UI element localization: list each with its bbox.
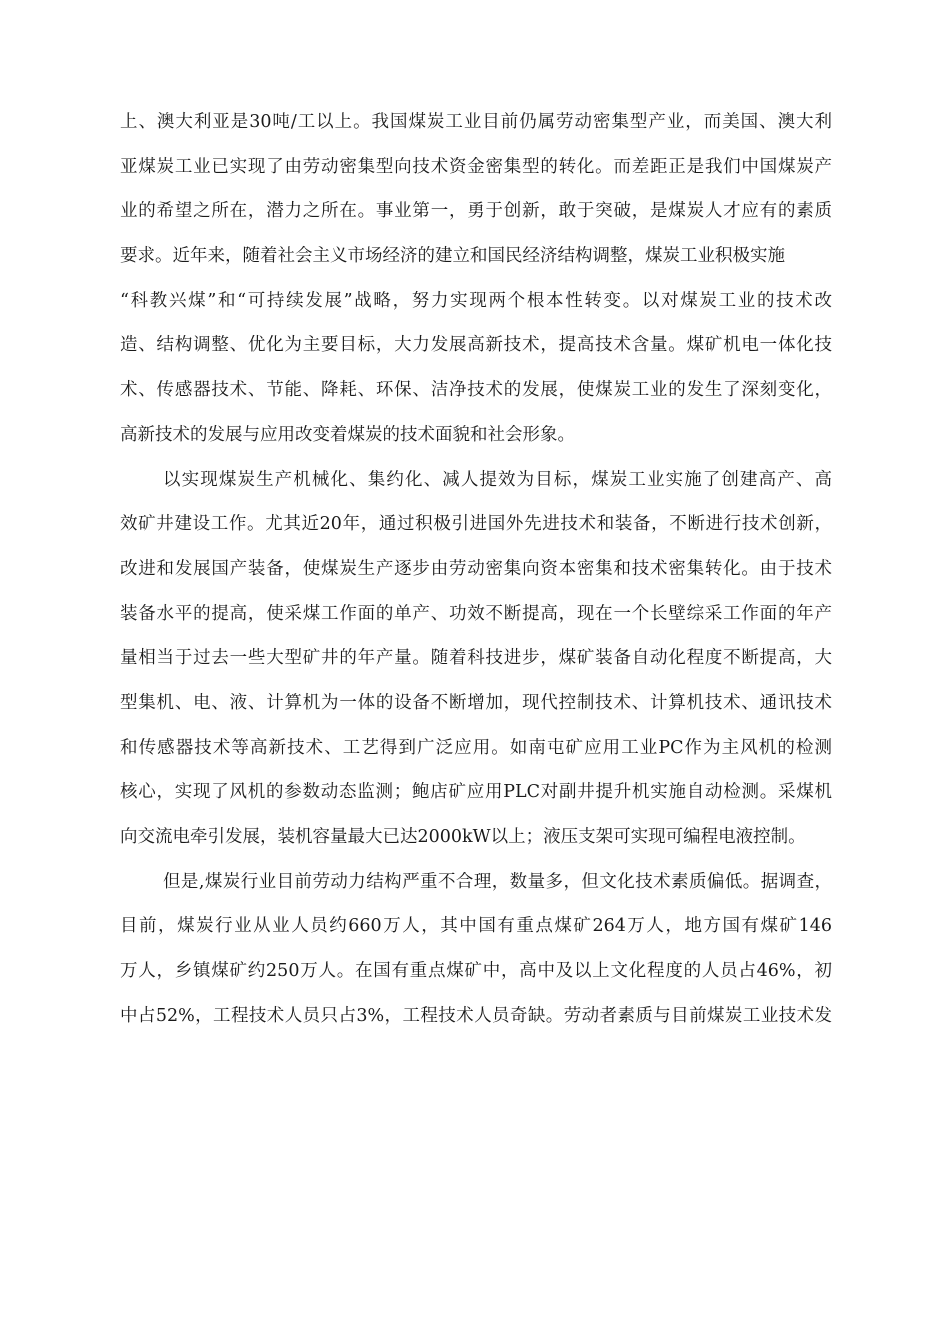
document-body	[120, 100, 832, 1038]
text-line: “科教兴煤”和“可持续发展”战略，努力实现两个根本性转变。以对煤炭工业的技术改	[120, 290, 832, 311]
text-line: 量相当于过去一些大型矿井的年产量。随着科技进步，煤矿装备自动化程度不断提高，大	[120, 648, 832, 669]
text-line: 目前，煤炭行业从业人员约660万人，其中国有重点煤矿264万人，地方国有煤矿146	[120, 916, 832, 937]
text-line: 型集机、电、液、计算机为一体的设备不断增加，现代控制技术、计算机技术、通讯技术	[120, 692, 832, 713]
text-line: 亚煤炭工业已实现了由劳动密集型向技术资金密集型的转化。而差距正是我们中国煤炭产	[120, 156, 832, 177]
text-line: 但是,煤炭行业目前劳动力结构严重不合理，数量多，但文化技术素质偏低。据调查，	[163, 871, 832, 892]
text-line: 改进和发展国产装备，使煤炭生产逐步由劳动密集向资本密集和技术密集转化。由于技术	[120, 558, 832, 579]
text-line: 术、传感器技术、节能、降耗、环保、洁净技术的发展，使煤炭工业的发生了深刻变化，	[120, 380, 832, 401]
text-line: 上、澳大利亚是30吨/工以上。我国煤炭工业目前仍属劳动密集型产业，而美国、澳大利	[120, 112, 832, 132]
text-line: 万人，乡镇煤矿约250万人。在国有重点煤矿中，高中及以上文化程度的人员占46%，初	[120, 961, 832, 982]
text-line: 造、结构调整、优化为主要目标，大力发展高新技术，提高技术含量。煤矿机电一体化技	[120, 335, 832, 356]
paragraph-1	[120, 100, 832, 458]
text-line: 以实现煤炭生产机械化、集约化、减人提效为目标，煤炭工业实施了创建高产、高	[163, 469, 832, 490]
text-line: 向交流电牵引发展，装机容量最大已达2000kW以上；液压支架可实现可编程电液控制。	[120, 827, 806, 847]
text-line: 装备水平的提高，使采煤工作面的单产、功效不断提高，现在一个长壁综采工作面的年产	[120, 603, 832, 624]
text-line: 中占52%，工程技术人员只占3%，工程技术人员奇缺。劳动者素质与目前煤炭工业技术发	[120, 1005, 832, 1026]
text-line: 要求。近年来，随着社会主义市场经济的建立和国民经济结构调整，煤炭工业积极实施	[120, 246, 785, 267]
paragraph-3	[120, 860, 832, 1039]
text-line: 效矿井建设工作。尤其近20年，通过积极引进国外先进技术和装备，不断进行技术创新，	[120, 514, 832, 535]
text-line: 和传感器技术等高新技术、工艺得到广泛应用。如南屯矿应用工业PC作为主风机的检测	[120, 737, 832, 758]
paragraph-2	[120, 458, 832, 860]
text-line: 核心，实现了风机的参数动态监测；鲍店矿应用PLC对副井提升机实施自动检测。采煤机	[120, 782, 832, 803]
text-line: 业的希望之所在，潜力之所在。事业第一，勇于创新，敢于突破，是煤炭人才应有的素质	[120, 201, 832, 222]
text-line: 高新技术的发展与应用改变着煤炭的技术面貌和社会形象。	[120, 424, 575, 445]
